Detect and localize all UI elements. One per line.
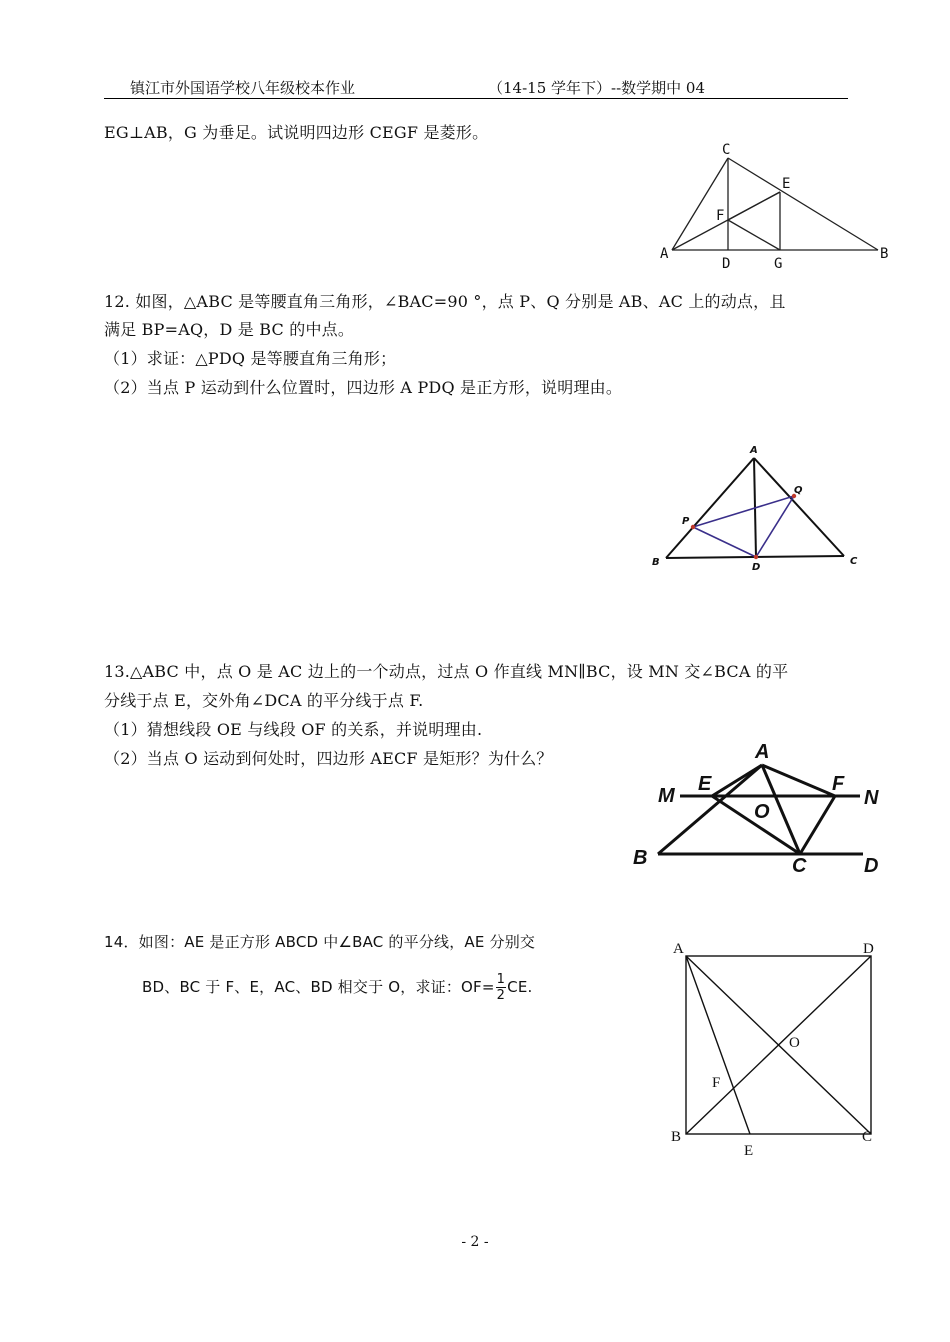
seg-fc [800,796,835,854]
label-b: B [880,246,889,262]
label-e: E [782,176,791,192]
label-o: O [754,801,770,823]
label-c: C [722,142,731,158]
label-f: F [712,1075,721,1091]
q12-text-4: （2）当点 P 运动到什么位置时，四边形 A PDQ 是正方形，说明理由。 [104,378,623,397]
label-m: M [658,785,675,807]
q14-text-2-pre: BD、BC 于 F、E，AC、BD 相交于 O，求证：OF= [142,978,495,996]
label-o: O [789,1035,800,1051]
label-a: A [660,246,669,262]
seg-ac [672,158,728,250]
page-header [104,74,848,99]
seg-ea [712,765,762,796]
label-a: A [755,741,770,763]
q11-text: EG⊥AB，G 为垂足。试说明四边形 CEGF 是菱形。 [104,123,489,142]
q14-text-2-post: CE. [507,978,533,996]
label-q: Q [794,485,803,496]
label-b: B [652,557,660,568]
seg-pd [693,527,756,557]
label-g: G [774,256,783,272]
label-c: C [862,1129,873,1145]
fraction-denominator: 2 [496,988,506,1003]
q11-figure [650,140,900,270]
label-c: C [850,556,858,567]
seg-fg [728,220,780,250]
seg-cb [728,158,878,250]
seg-ab [666,458,754,558]
label-d: D [864,855,879,877]
label-f: F [716,208,725,224]
label-p: P [682,516,690,527]
label-d: D [752,562,761,573]
seg-ae [686,956,750,1134]
q13-text-2: 分线于点 E，交外角∠DCA 的平分线于点 F. [104,691,424,710]
label-b: B [671,1129,682,1145]
q14-text-2 [142,972,532,1003]
q12-text-3: （1）求证：△PDQ 是等腰直角三角形； [104,349,397,368]
label-e: E [744,1143,754,1159]
label-f: F [832,773,845,795]
seg-ac [754,458,844,556]
q13-text-1: 13.△ABC 中，点 O 是 AC 边上的一个动点，过点 O 作直线 MN∥BC，设 MN 交∠BCA 的平 [104,662,789,681]
label-d: D [863,941,874,957]
q14-text-1: 14．如图：AE 是正方形 ABCD 中∠BAC 的平分线，AE 分别交 [104,933,536,951]
label-a: A [673,941,684,957]
page-number: - 2 - [461,1234,489,1250]
q12-text-1: 12. 如图，△ABC 是等腰直角三角形，∠BAC=90 °，点 P、Q 分别是 AB、AC 上的动点，且 [104,292,786,311]
school-title: 镇江市外国语学校八年级校本作业 [130,79,356,97]
q13-text-3: （1）猜想线段 OE 与线段 OF 的关系，并说明理由. [104,720,483,739]
seg-fe [728,192,780,220]
exam-title: （14-15 学年下）--数学期中 04 [488,79,706,97]
label-e: E [698,773,712,795]
fraction-numerator: 1 [496,972,506,987]
q12-figure [648,440,868,575]
q14-figure [665,935,885,1165]
fraction-one-half [496,972,506,1003]
label-n: N [864,787,879,809]
q13-figure [628,738,898,883]
label-b: B [633,847,648,869]
q12-text-2: 满足 BP=AQ，D 是 BC 的中点。 [104,320,355,339]
label-d: D [722,256,731,272]
label-c: C [792,855,807,877]
point-p [691,525,695,529]
label-a: A [750,445,758,456]
point-d [754,555,758,559]
q13-text-4: （2）当点 O 运动到何处时，四边形 AECF 是矩形？为什么？ [104,749,553,768]
